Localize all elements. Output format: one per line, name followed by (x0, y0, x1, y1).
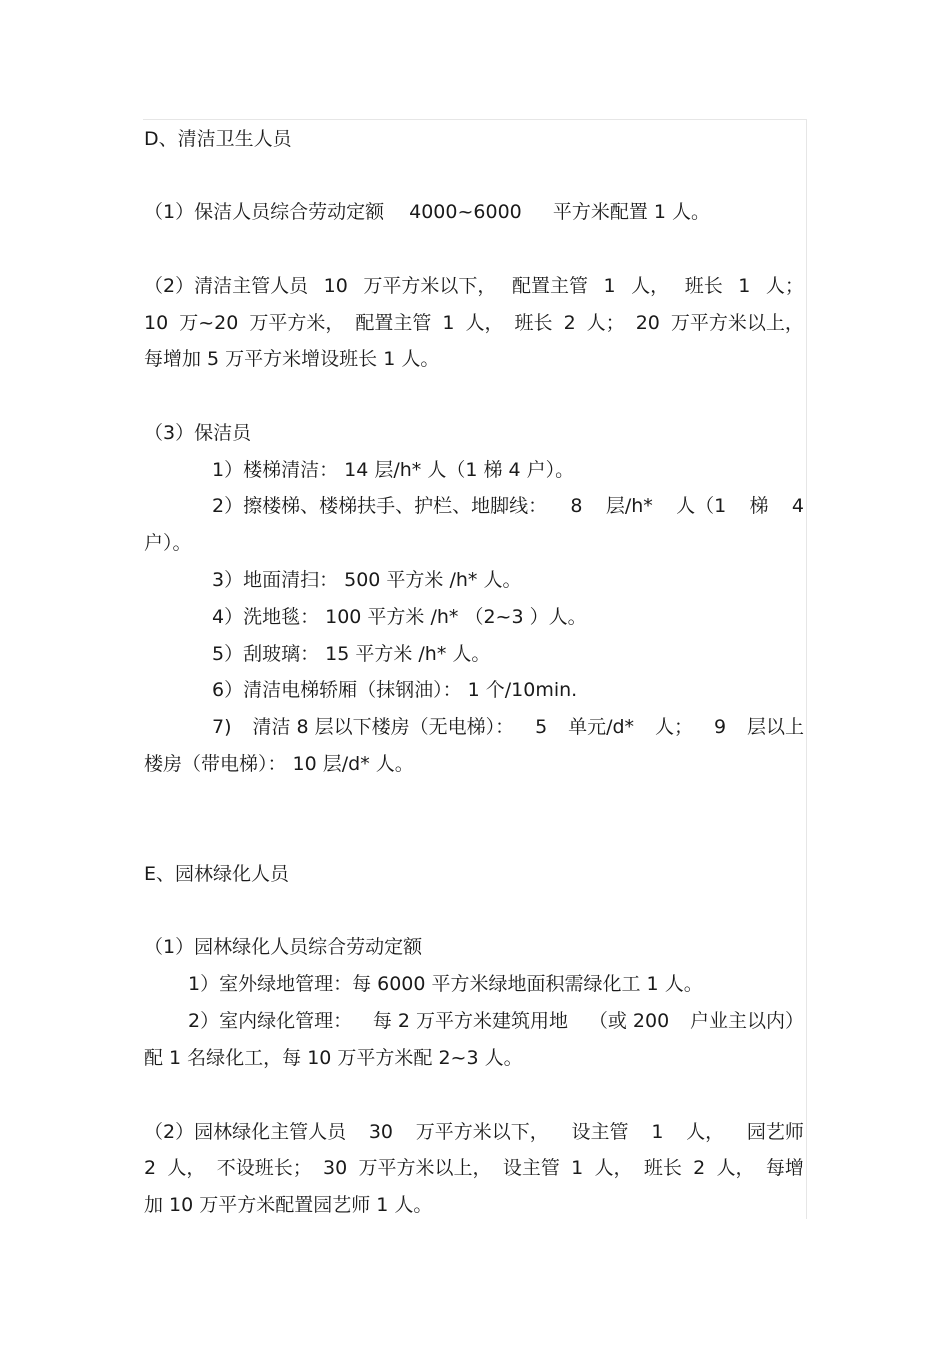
text-run: 万平方米以上， (670, 312, 804, 334)
text-run: 万平方米以下， (363, 275, 497, 297)
document-body (144, 0, 804, 1345)
text-run: 2）室内绿化管理： (188, 1010, 353, 1032)
text-run: 4 (791, 495, 804, 517)
text-run: 人（1 (676, 495, 727, 517)
list-item-e1-2-line1 (188, 1003, 804, 1040)
text-run: 万平方米， (249, 312, 345, 334)
text-run: 清洁 8 层以下楼房（无电梯）： (252, 716, 515, 738)
text-run: 1 (442, 312, 455, 334)
text-run: 30 (368, 1121, 394, 1143)
section-heading-e: E、园林绿化人员 (144, 863, 290, 885)
text-run: 每增 (765, 1157, 804, 1179)
text-run: 人； (765, 275, 804, 297)
section-heading-d: D、清洁卫生人员 (144, 128, 292, 150)
text-run: 万~20 (179, 312, 239, 334)
list-item-d3-2-line1 (212, 488, 804, 525)
text-run: 班长 (514, 312, 553, 334)
text-run: 梯 (749, 495, 769, 517)
text-run: 设主管 (571, 1121, 629, 1143)
text-run: 1 (603, 275, 616, 297)
text-run: 层以上 (746, 716, 804, 738)
text-run: 5 (535, 716, 548, 738)
paragraph-e2-line1 (144, 1114, 804, 1151)
text-run: 1 (738, 275, 751, 297)
list-item-d3-6: 6）清洁电梯轿厢（抹钢油）： 1 个/10min. (212, 679, 578, 701)
text-run: 10 (144, 312, 169, 334)
text-run: 户业主以内） (689, 1010, 804, 1032)
list-item-d3-4: 4）洗地毯： 100 平方米 /h* （2~3 ）人。 (212, 606, 587, 628)
paragraph-d3-title: （3）保洁员 (144, 422, 252, 444)
text-run: 单元/d* (568, 716, 635, 738)
list-item-d3-1: 1）楼梯清洁： 14 层/h* 人（1 梯 4 户）。 (212, 459, 575, 481)
list-item-d3-3: 3）地面清扫： 500 平方米 /h* 人。 (212, 569, 522, 591)
list-item-d3-2-line2: 户）。 (144, 532, 192, 554)
text-run: 班长 (684, 275, 723, 297)
text-run: 人， (167, 1157, 206, 1179)
text-run: 10 (323, 275, 348, 297)
paragraph-e2-line3: 加 10 万平方米配置园艺师 1 人。 (144, 1194, 433, 1216)
text-run: 每 2 万平方米建筑用地 (372, 1010, 569, 1032)
text-run: 层/h* (605, 495, 653, 517)
paragraph-e1-title: （1）园林绿化人员综合劳动定额 (144, 936, 423, 958)
paragraph-d2-line1 (144, 268, 804, 305)
text-run: 9 (713, 716, 727, 738)
text-run: 20 (635, 312, 660, 334)
text-run: 1 (651, 1121, 664, 1143)
text-run: 人； (655, 716, 694, 738)
list-item-e1-2-line2: 配 1 名绿化工，每 10 万平方米配 2~3 人。 (144, 1047, 523, 1069)
text-run: 不设班长； (216, 1157, 312, 1179)
text-run: 万平方米以下， (415, 1121, 549, 1143)
text-run: 2 (563, 312, 576, 334)
paragraph-e2-line2 (144, 1150, 804, 1187)
text-run: 配置主管 (511, 275, 588, 297)
text-run: 2）擦楼梯、楼梯扶手、护栏、地脚线： (212, 495, 548, 517)
text-run: 人， (465, 312, 504, 334)
list-item-d3-7-line1 (212, 709, 804, 746)
text-run: 人， (631, 275, 670, 297)
text-run: 2 (144, 1157, 157, 1179)
text-run: 园艺师 (746, 1121, 804, 1143)
text-run: 8 (570, 495, 583, 517)
text-run: 人， (594, 1157, 633, 1179)
text-run: 7) (212, 716, 232, 738)
text-run: 2 (693, 1157, 706, 1179)
text-run: 设主管 (502, 1157, 560, 1179)
text-run: 1 (571, 1157, 584, 1179)
text-run: 万平方米以上， (358, 1157, 492, 1179)
text-run: 人， (716, 1157, 755, 1179)
paragraph-d2-line2 (144, 305, 804, 342)
list-item-d3-7-line2: 楼房（带电梯）： 10 层/d* 人。 (144, 753, 414, 775)
text-run: （或 200 (588, 1010, 670, 1032)
text-run: 配置主管 (355, 312, 432, 334)
text-run: 人， (686, 1121, 725, 1143)
text-run: （2）园林绿化主管人员 (144, 1121, 347, 1143)
text-run: 30 (323, 1157, 348, 1179)
paragraph-d2-line3: 每增加 5 万平方米增设班长 1 人。 (144, 348, 440, 370)
text-run: （2）清洁主管人员 (144, 275, 309, 297)
text-run: 班长 (643, 1157, 682, 1179)
list-item-e1-1: 1）室外绿地管理：每 6000 平方米绿地面积需绿化工 1 人。 (188, 973, 703, 995)
text-run: 人； (586, 312, 625, 334)
paragraph-d1: （1）保洁人员综合劳动定额 4000~6000 平方米配置 1 人。 (144, 201, 711, 223)
list-item-d3-5: 5）刮玻璃： 15 平方米 /h* 人。 (212, 643, 491, 665)
